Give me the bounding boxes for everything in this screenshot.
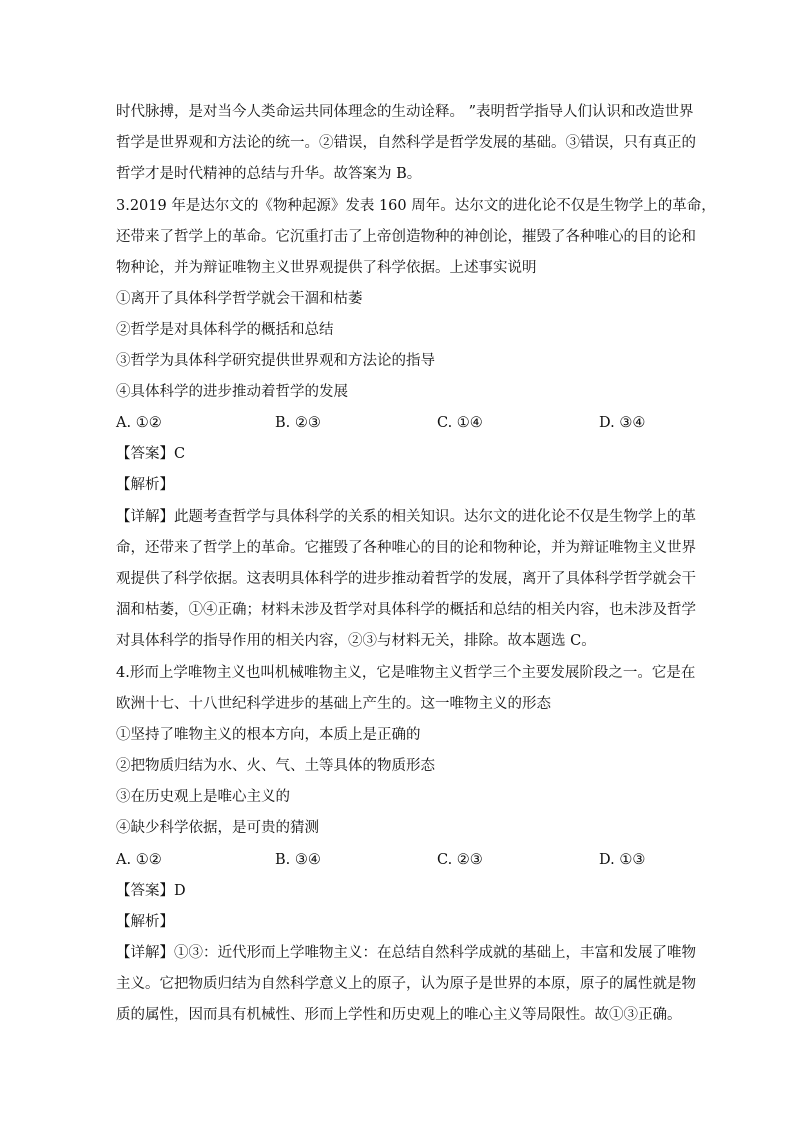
question-3-option-d: D. ③④ <box>599 415 646 431</box>
question-3-option-c: C. ①④ <box>437 415 483 431</box>
text-line: 哲学才是时代精神的总结与升华。故答案为 B。 <box>116 166 422 182</box>
question-4-statement: ①坚持了唯物主义的根本方向，本质上是正确的 <box>116 727 421 743</box>
question-4-statement: ③在历史观上是唯心主义的 <box>116 789 290 805</box>
question-4-statement: ②把物质归结为水、火、气、土等具体的物质形态 <box>116 758 435 774</box>
question-3-statement: ②哲学是对具体科学的概括和总结 <box>116 322 334 338</box>
question-3-stem: 物种论，并为辩证唯物主义世界观提供了科学依据。上述事实说明 <box>116 260 537 276</box>
question-3-explanation: 观提供了科学依据。这表明具体科学的进步推动着哲学的发展，离开了具体科学哲学就会干 <box>116 571 696 587</box>
question-3-explanation: 命，还带来了哲学上的革命。它摧毁了各种唯心的目的论和物种论，并为辩证唯物主义世界 <box>116 540 696 556</box>
question-4-option-c: C. ②③ <box>437 852 483 868</box>
question-3-explanation: 涸和枯萎，①④正确；材料未涉及哲学对具体科学的概括和总结的相关内容，也未涉及哲学 <box>116 602 696 618</box>
question-4-answer: 【答案】D <box>116 883 186 899</box>
question-4-explanation: 【详解】①③：近代形而上学唯物主义：在总结自然科学成就的基础上，丰富和发展了唯物 <box>116 945 696 961</box>
text-line: 哲学是世界观和方法论的统一。②错误，自然科学是哲学发展的基础。③错误，只有真正的 <box>116 135 696 151</box>
question-3-option-b: B. ②③ <box>275 415 321 431</box>
question-3-explanation: 【详解】此题考查哲学与具体科学的关系的相关知识。达尔文的进化论不仅是生物学上的革 <box>116 509 696 525</box>
question-3-explanation: 对具体科学的指导作用的相关内容，②③与材料无关，排除。故本题选 C。 <box>116 633 596 649</box>
question-3-statement: ③哲学为具体科学研究提供世界观和方法论的指导 <box>116 353 435 369</box>
question-4-stem: 4.形而上学唯物主义也叫机械唯物主义，它是唯物主义哲学三个主要发展阶段之一。它是在 <box>116 665 696 681</box>
question-4-statement: ④缺少科学依据，是可贵的猜测 <box>116 820 319 836</box>
question-4-explanation: 质的属性，因而具有机械性、形而上学性和历史观上的唯心主义等局限性。故①③正确。 <box>116 1007 682 1023</box>
question-3-statement: ①离开了具体科学哲学就会干涸和枯萎 <box>116 291 363 307</box>
question-4-option-b: B. ③④ <box>275 852 321 868</box>
question-4-stem: 欧洲十七、十八世纪科学进步的基础上产生的。这一唯物主义的形态 <box>116 696 551 712</box>
question-4-explanation: 主义。它把物质归结为自然科学意义上的原子，认为原子是世界的本原，原子的属性就是物 <box>116 976 696 992</box>
question-4-analysis-heading: 【解析】 <box>116 914 174 930</box>
question-3-stem: 还带来了哲学上的革命。它沉重打击了上帝创造物种的神创论，摧毁了各种唯心的目的论和 <box>116 229 696 245</box>
question-3-analysis-heading: 【解析】 <box>116 477 174 493</box>
question-3-statement: ④具体科学的进步推动着哲学的发展 <box>116 384 348 400</box>
question-3-answer: 【答案】C <box>116 446 186 462</box>
question-3-stem: 3.2019 年是达尔文的《物种起源》发表 160 周年。达尔文的进化论不仅是生物学上的革命， <box>116 198 716 214</box>
question-4-option-a: A. ①② <box>116 852 162 868</box>
question-4-option-d: D. ①③ <box>599 852 646 868</box>
text-line: 时代脉搏，是对当今人类命运共同体理念的生动诠释。 ”表明哲学指导人们认识和改造世界 <box>116 104 694 120</box>
question-3-option-a: A. ①② <box>116 415 162 431</box>
